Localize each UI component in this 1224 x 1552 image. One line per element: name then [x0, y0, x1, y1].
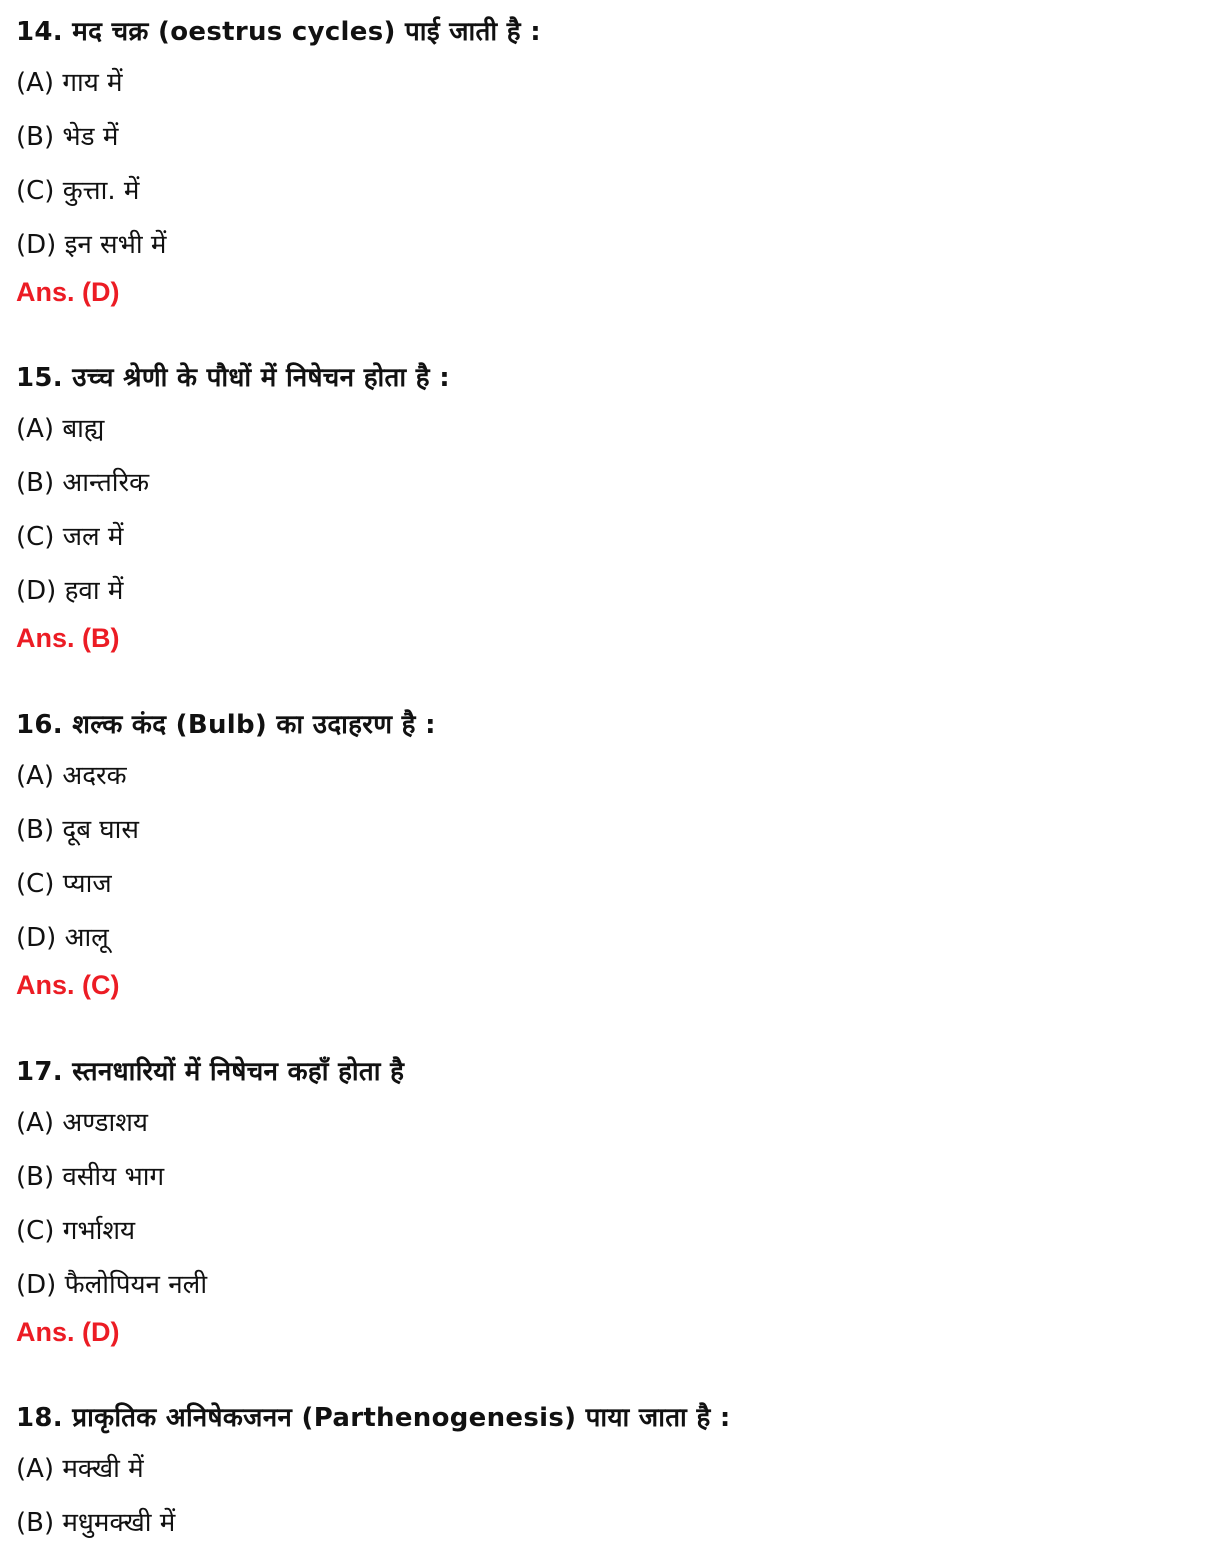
- options-list: [16, 56, 1206, 272]
- question-15: [16, 358, 1206, 658]
- option-c: (C) गर्भाशय: [16, 1216, 136, 1246]
- option-b: (B) दूब घास: [16, 815, 139, 845]
- question-14: [16, 12, 1206, 312]
- question-title: 16. शल्क कंद (Bulb) का उदाहरण है :: [16, 710, 436, 740]
- options-list: [16, 1096, 1206, 1312]
- question-title: 14. मद चक्र (oestrus cycles) पाई जाती है :: [16, 17, 541, 47]
- answer-label: Ans. (C): [16, 970, 120, 1000]
- option-a: (A) अदरक: [16, 761, 127, 791]
- option-c: (C) कुत्ता. में: [16, 176, 140, 206]
- options-list: [16, 749, 1206, 965]
- question-title: 18. प्राकृतिक अनिषेकजनन (Parthenogenesis) पाया जाता है :: [16, 1403, 731, 1433]
- option-b: (B) आन्तरिक: [16, 468, 150, 498]
- answer-label: Ans. (D): [16, 277, 120, 307]
- option-c: (C) जल में: [16, 522, 124, 552]
- options-list: [16, 402, 1206, 618]
- option-d: (D) इन सभी में: [16, 230, 167, 260]
- option-b: (B) वसीय भाग: [16, 1162, 165, 1192]
- option-d: (D) आलू: [16, 923, 109, 953]
- option-d: (D) हवा में: [16, 576, 124, 606]
- option-a: (A) मक्खी में: [16, 1454, 144, 1484]
- option-a: (A) गाय में: [16, 68, 123, 98]
- question-title: 15. उच्च श्रेणी के पौधों में निषेचन होता है :: [16, 363, 450, 393]
- question-17: [16, 1052, 1206, 1352]
- option-a: (A) बाह्य: [16, 414, 105, 444]
- question-18: [16, 1398, 1206, 1550]
- option-d: (D) फैलोपियन नली: [16, 1270, 208, 1300]
- question-title: 17. स्तनधारियों में निषेचन कहाँ होता है: [16, 1057, 405, 1087]
- option-c: (C) प्याज: [16, 869, 112, 899]
- options-list: [16, 1442, 1206, 1550]
- option-b: (B) मधुमक्खी में: [16, 1508, 176, 1538]
- option-a: (A) अण्डाशय: [16, 1108, 148, 1138]
- answer-label: Ans. (D): [16, 1317, 120, 1347]
- question-16: [16, 705, 1206, 1005]
- option-b: (B) भेड में: [16, 122, 119, 152]
- answer-label: Ans. (B): [16, 623, 120, 653]
